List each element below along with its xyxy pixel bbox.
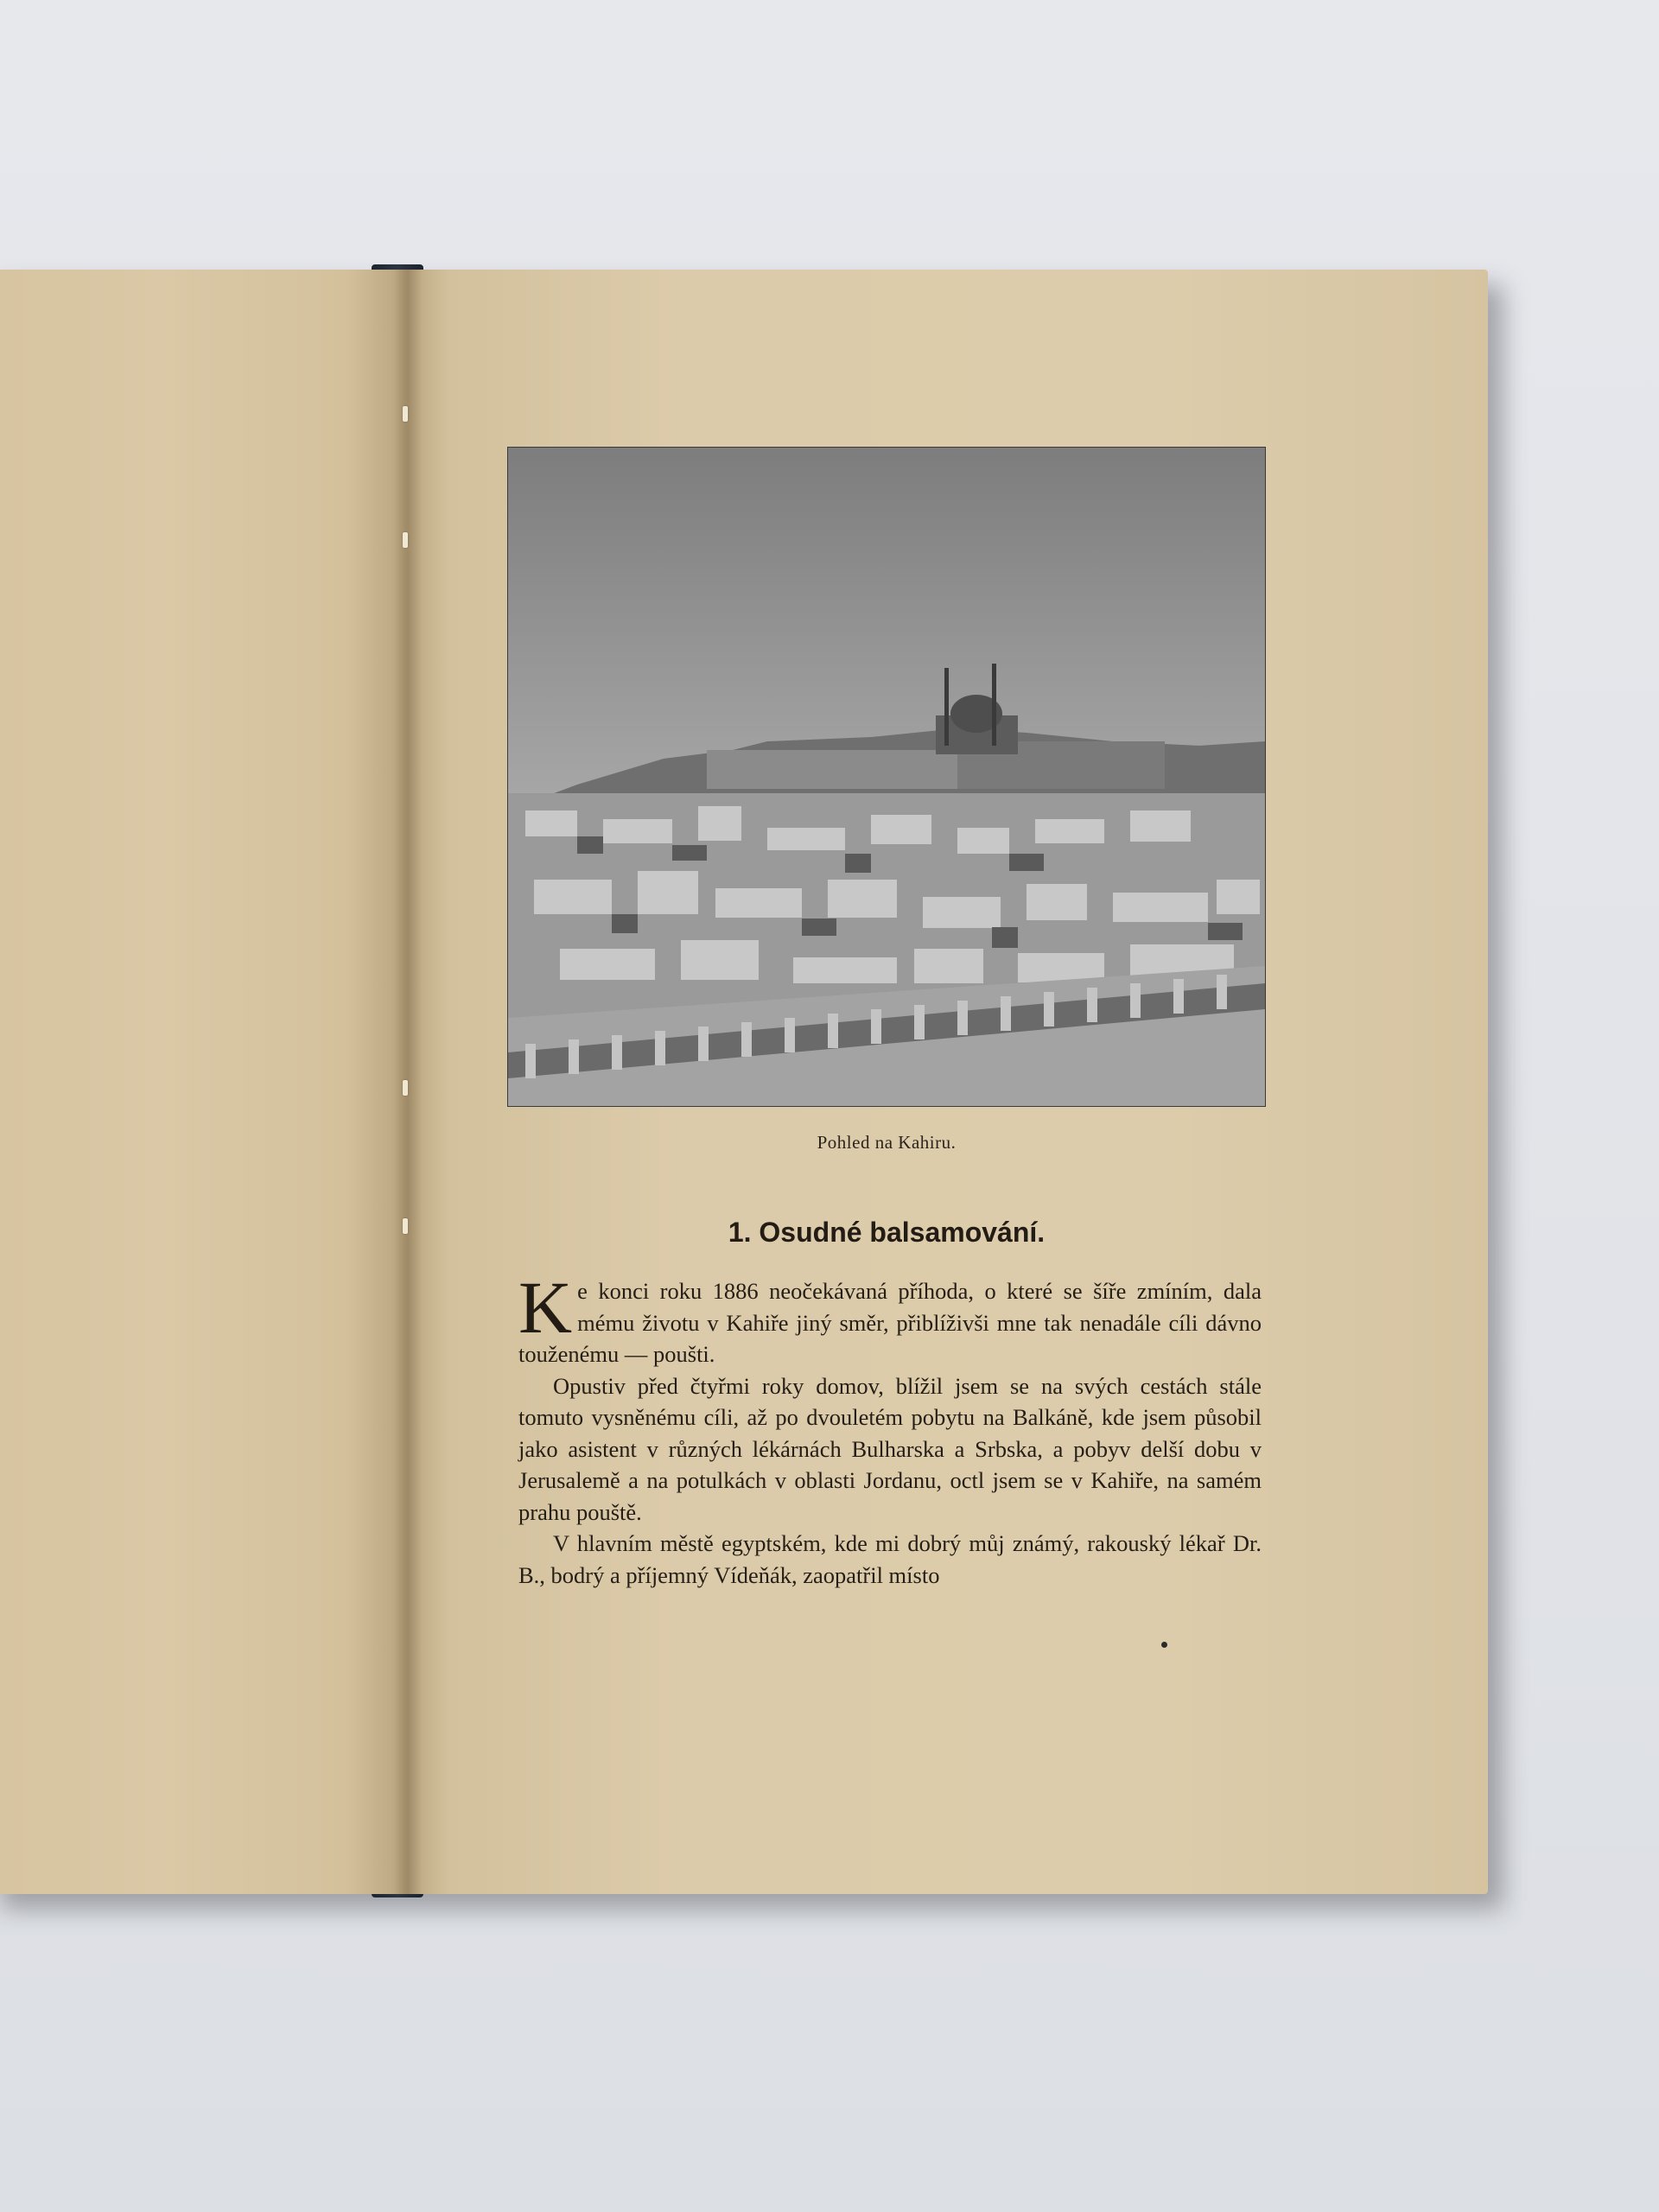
photo-caption: Pohled na Kahiru. bbox=[817, 1132, 957, 1153]
cairo-photograph bbox=[508, 448, 1265, 1106]
ink-dot bbox=[1161, 1642, 1167, 1648]
paragraph: Opustiv před čtyřmi roky domov, blížil jsem se na svých cestách stále tomuto vysněnému cíli, až po dvouletém pobytu na Balkáně, kde jsem působil jako asistent v různých lékárnách Bulharska a Srbska, a pobyv delší dobu v Jerusalemě a na potulkách v oblasti Jordanu, octl jsem se v Kahiře, na samém prahu pouště. bbox=[518, 1372, 1262, 1525]
drop-cap: K bbox=[518, 1266, 573, 1349]
chapter-title: 1. Osudné balsamování. bbox=[728, 1217, 1046, 1248]
binding-stitch bbox=[403, 532, 408, 548]
paragraph bbox=[518, 1266, 1262, 1370]
chapter-body bbox=[518, 1266, 1262, 1591]
page-gutter bbox=[393, 270, 423, 1894]
binding-stitch bbox=[403, 406, 408, 422]
binding-stitch bbox=[403, 1080, 408, 1096]
binding-stitch bbox=[403, 1218, 408, 1234]
paragraph-text: e konci roku 1886 neočekávaná příhoda, o které se šíře zmíním, dala mému životu v Kahiře jiný směr, přiblíživši mne tak nenadále cíli dávno touženému — poušti. bbox=[518, 1278, 1262, 1367]
paragraph: V hlavním městě egyptském, kde mi dobrý můj známý, rakouský lékař Dr. B., bodrý a příjemný Vídeňák, zaopatřil místo bbox=[518, 1530, 1262, 1588]
left-page bbox=[0, 270, 406, 1894]
